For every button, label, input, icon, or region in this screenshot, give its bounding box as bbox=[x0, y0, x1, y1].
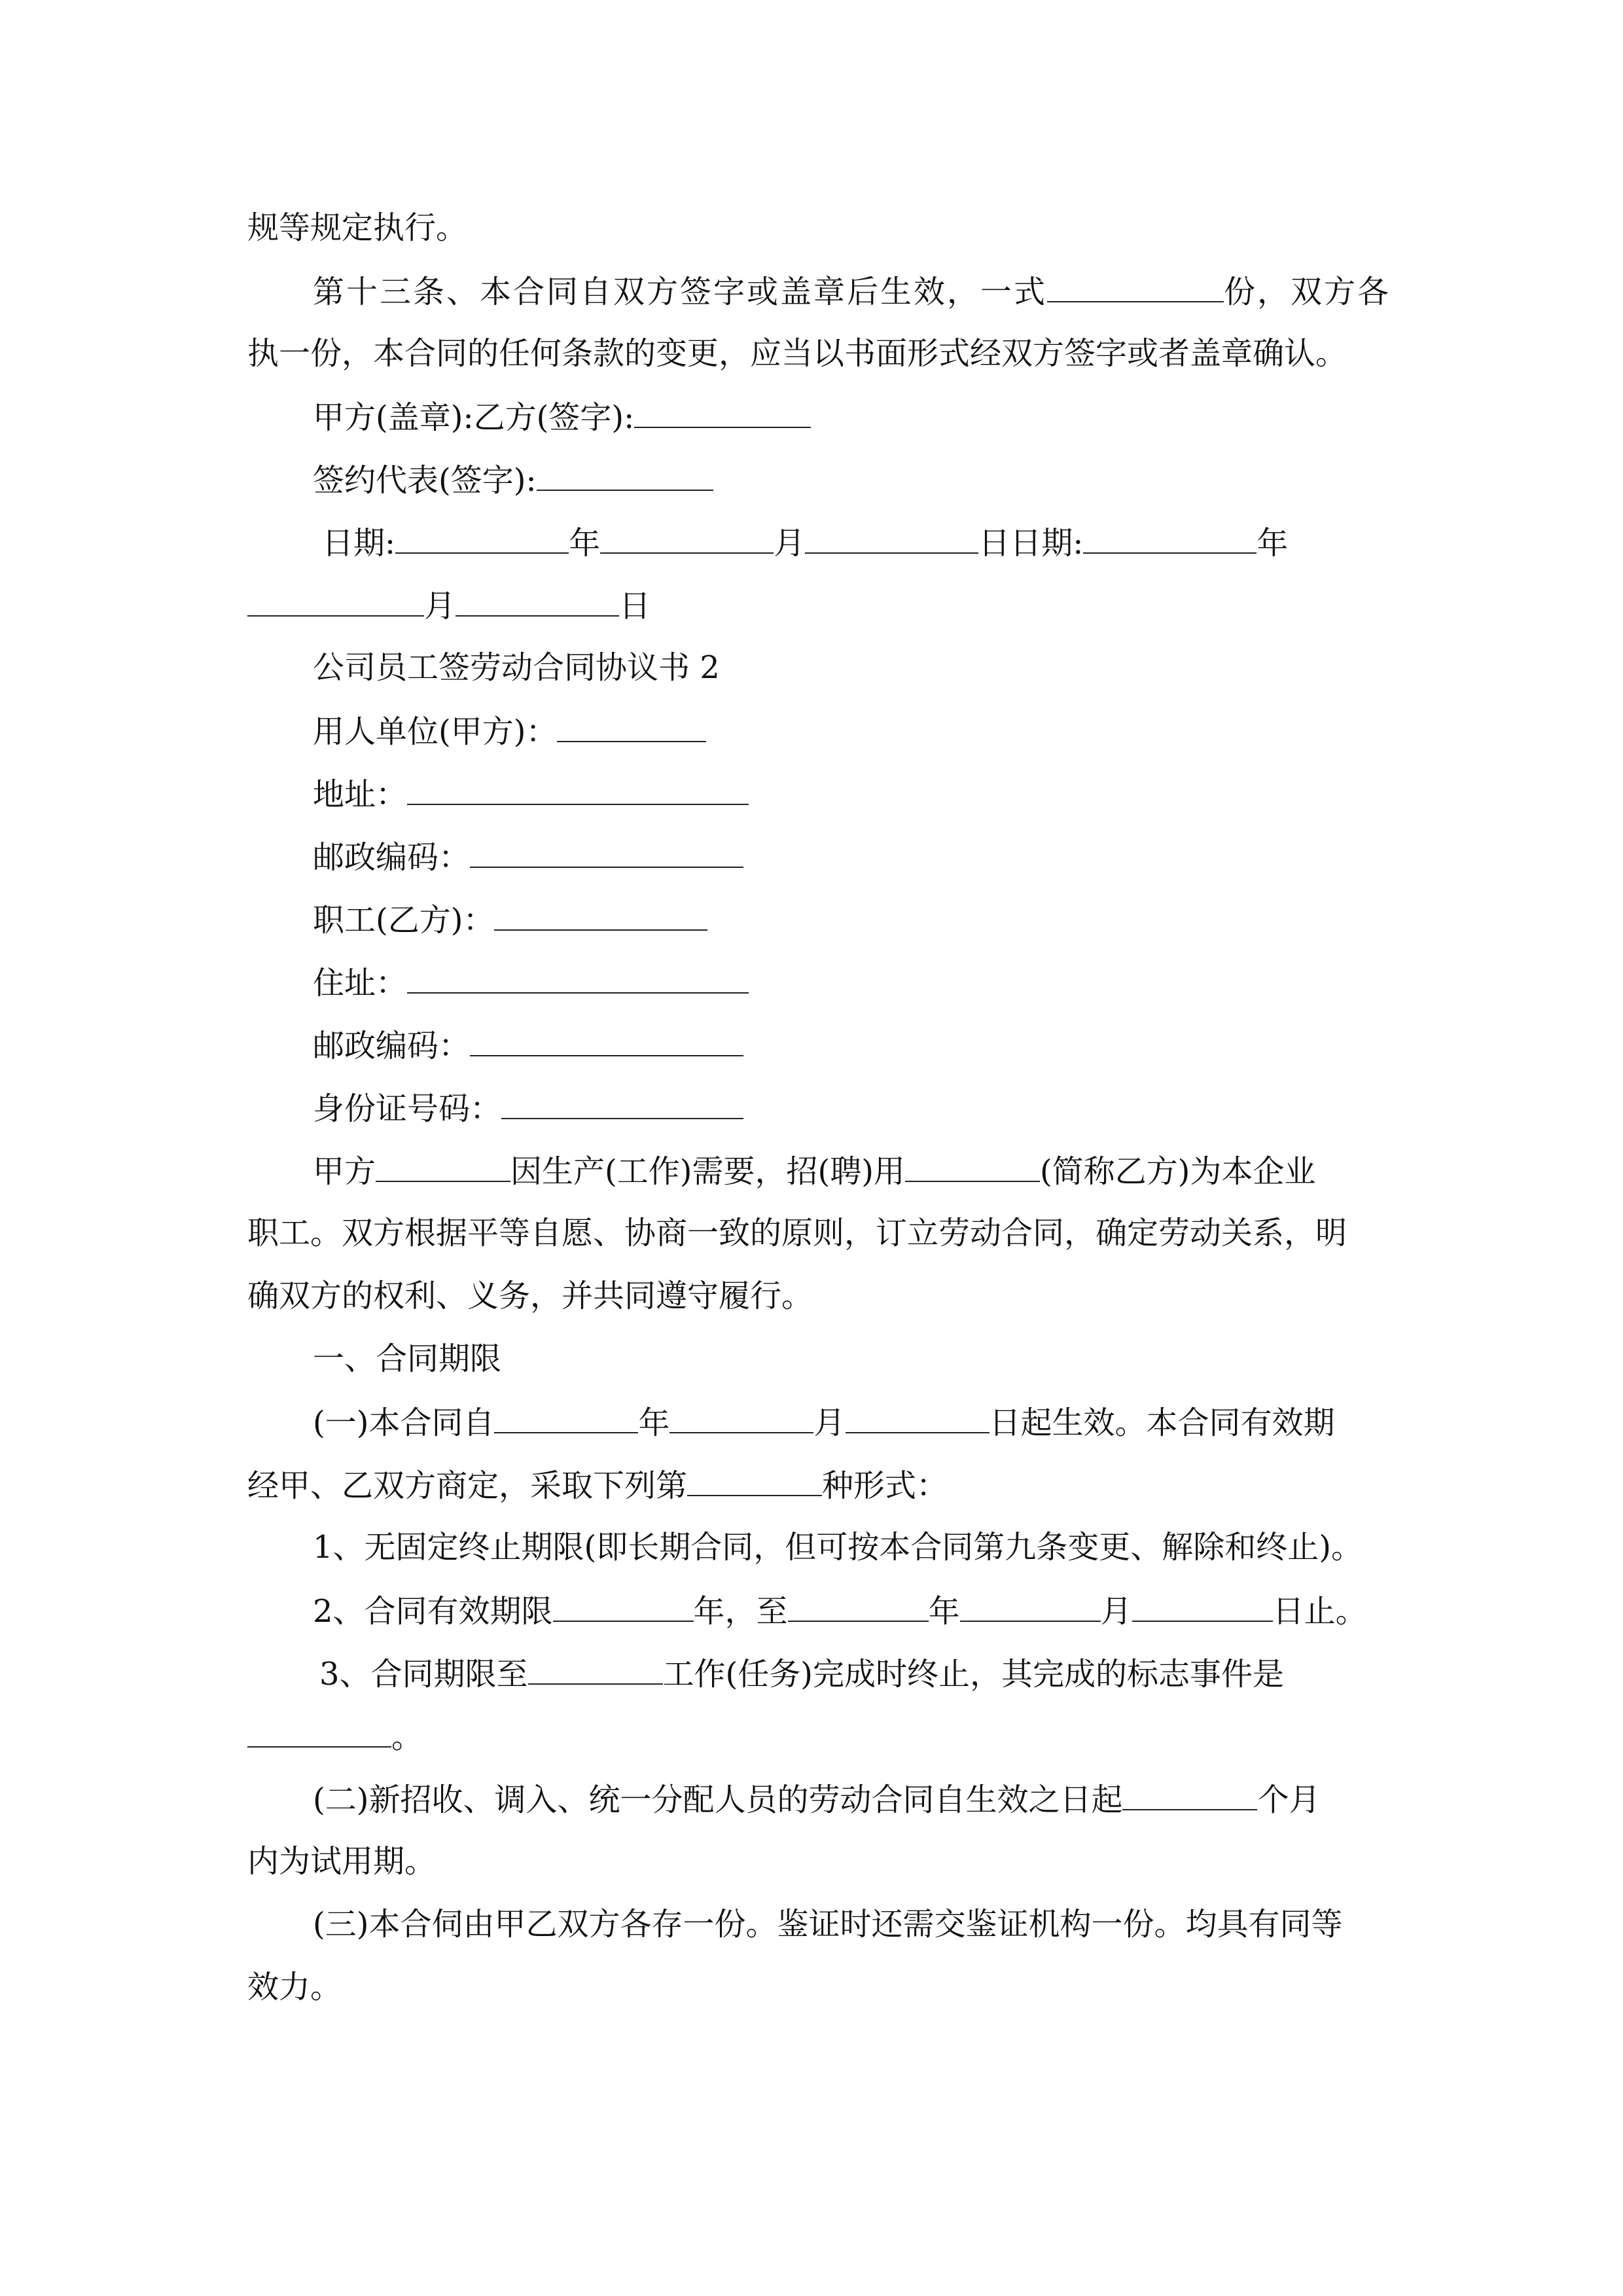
blank-underline bbox=[687, 1465, 822, 1496]
text-segment: 日止。 bbox=[1272, 1593, 1367, 1630]
blank-underline bbox=[247, 1716, 391, 1748]
blank-underline bbox=[805, 522, 978, 554]
text-segment: 职工(乙方)： bbox=[313, 902, 495, 939]
text-segment: 日期: bbox=[322, 525, 396, 562]
text-line bbox=[313, 1025, 743, 1064]
blank-underline bbox=[537, 459, 713, 491]
blank-underline bbox=[669, 1402, 813, 1433]
text-segment: 日 bbox=[619, 588, 651, 624]
text-segment: 月 bbox=[424, 588, 456, 624]
text-line bbox=[313, 711, 706, 750]
text-line bbox=[313, 1151, 1315, 1190]
text-segment: 工作(任务)完成时终止，其完成的标志事件是 bbox=[662, 1656, 1285, 1693]
blank-underline bbox=[557, 711, 706, 742]
text-line bbox=[247, 1716, 423, 1755]
blank-underline bbox=[501, 1088, 743, 1119]
text-segment: 公司员工签劳动合同协议书 2 bbox=[313, 649, 720, 686]
text-line bbox=[247, 1465, 948, 1504]
text-line bbox=[319, 1653, 1284, 1693]
text-segment: 年 bbox=[928, 1593, 960, 1630]
text-line bbox=[247, 585, 651, 624]
text-line bbox=[247, 1842, 436, 1881]
text-segment: 2、合同有效期限 bbox=[313, 1593, 553, 1630]
text-segment: (三)本合伺由甲乙双方各存一份。鉴证时还需交鉴证机构一份。均具有同等 bbox=[313, 1906, 1343, 1943]
blank-underline bbox=[247, 585, 424, 617]
text-line bbox=[313, 899, 707, 939]
text-segment: 第十三条、本合同自双方签字或盖章后生效，一式 bbox=[313, 274, 1048, 310]
text-segment: 住址： bbox=[313, 965, 408, 1001]
text-line bbox=[247, 334, 1347, 373]
text-segment: 年，至 bbox=[693, 1593, 788, 1630]
text-segment: 3、合同期限至 bbox=[319, 1656, 528, 1693]
blank-underline bbox=[1122, 1779, 1257, 1810]
text-line bbox=[313, 774, 749, 813]
text-segment: (二)新招收、调入、统一分配人员的劳动合同自生效之日起 bbox=[313, 1782, 1123, 1818]
blank-underline bbox=[528, 1653, 663, 1685]
blank-underline bbox=[376, 1151, 510, 1182]
text-segment: 一、合同期限 bbox=[313, 1340, 502, 1377]
blank-underline bbox=[455, 585, 619, 617]
text-segment: 种形式： bbox=[822, 1467, 948, 1504]
text-line bbox=[313, 1402, 1335, 1441]
text-line bbox=[247, 1276, 813, 1316]
text-segment: 邮政编码： bbox=[313, 1028, 471, 1064]
text-segment: 确双方的权利、义务，并共同遵守履行。 bbox=[247, 1278, 813, 1314]
blank-underline bbox=[600, 522, 774, 554]
text-line bbox=[313, 836, 743, 876]
text-segment: 职工。双方根据平等自愿、协商一致的原则，订立劳动合同，确定劳动关系，明 bbox=[247, 1215, 1347, 1251]
text-segment: 签约代表(签字): bbox=[313, 462, 537, 499]
text-segment: 甲方(盖章):乙方(签字): bbox=[313, 399, 635, 436]
text-segment: 经甲、乙双方商定，采取下列第 bbox=[247, 1467, 688, 1504]
text-segment: 效力。 bbox=[247, 1969, 342, 2005]
text-line bbox=[313, 962, 749, 1001]
text-segment: 日起生效。本合同有效期 bbox=[989, 1405, 1335, 1441]
blank-underline bbox=[407, 774, 749, 805]
text-line bbox=[247, 1967, 342, 2007]
text-line bbox=[313, 397, 811, 436]
text-segment: 执一份，本合同的任何条款的变更，应当以书面形式经双方签字或者盖章确认。 bbox=[247, 335, 1347, 372]
text-segment: 年 bbox=[569, 525, 601, 562]
text-segment: 个月 bbox=[1257, 1782, 1321, 1818]
text-segment: 内为试用期。 bbox=[247, 1843, 437, 1880]
text-segment: 份，双方各 bbox=[1224, 274, 1391, 310]
text-segment: 年 bbox=[1257, 525, 1289, 562]
text-segment: 。 bbox=[391, 1719, 423, 1755]
text-segment: 规等规定执行。 bbox=[247, 209, 468, 246]
text-segment: (简称乙方)为本企业 bbox=[1039, 1153, 1316, 1190]
blank-underline bbox=[788, 1590, 929, 1622]
blank-underline bbox=[494, 1402, 638, 1433]
text-segment: (一)本合同自 bbox=[313, 1405, 495, 1441]
text-segment: 1、无固定终止期限(即长期合同，但可按本合同第九条变更、解除和终止)。 bbox=[313, 1529, 1363, 1566]
section-heading bbox=[313, 1339, 501, 1378]
blank-underline bbox=[395, 522, 569, 554]
text-line bbox=[313, 271, 1391, 310]
text-line bbox=[322, 522, 1288, 562]
text-segment: 邮政编码： bbox=[313, 839, 471, 876]
text-line bbox=[247, 1213, 1347, 1253]
blank-underline bbox=[1132, 1590, 1273, 1622]
blank-underline bbox=[470, 1025, 743, 1056]
blank-underline bbox=[1083, 522, 1257, 554]
text-segment: 地址： bbox=[313, 776, 408, 813]
blank-underline bbox=[470, 836, 743, 868]
text-line bbox=[313, 1590, 1367, 1630]
text-segment: 日日期: bbox=[978, 525, 1084, 562]
text-segment: 甲方 bbox=[313, 1153, 376, 1190]
text-segment: 月 bbox=[1100, 1593, 1132, 1630]
blank-underline bbox=[494, 899, 707, 931]
text-segment: 身份证号码： bbox=[313, 1090, 502, 1127]
text-segment: 月 bbox=[813, 1405, 846, 1441]
text-segment: 年 bbox=[638, 1405, 670, 1441]
text-line bbox=[313, 1779, 1320, 1818]
text-segment: 月 bbox=[774, 525, 806, 562]
text-segment: 用人单位(甲方)： bbox=[313, 713, 558, 750]
text-line bbox=[313, 1905, 1342, 1944]
blank-underline bbox=[634, 397, 811, 428]
blank-underline bbox=[846, 1402, 990, 1433]
blank-underline bbox=[1047, 271, 1224, 302]
document-title bbox=[313, 648, 720, 687]
blank-underline bbox=[905, 1151, 1040, 1182]
blank-underline bbox=[553, 1590, 694, 1622]
blank-underline bbox=[407, 962, 749, 994]
text-line bbox=[313, 1088, 743, 1127]
text-line bbox=[313, 459, 713, 499]
text-segment: 因生产(工作)需要，招(聘)用 bbox=[510, 1153, 905, 1190]
blank-underline bbox=[960, 1590, 1101, 1622]
text-line bbox=[313, 1528, 1363, 1567]
text-line bbox=[247, 208, 467, 247]
